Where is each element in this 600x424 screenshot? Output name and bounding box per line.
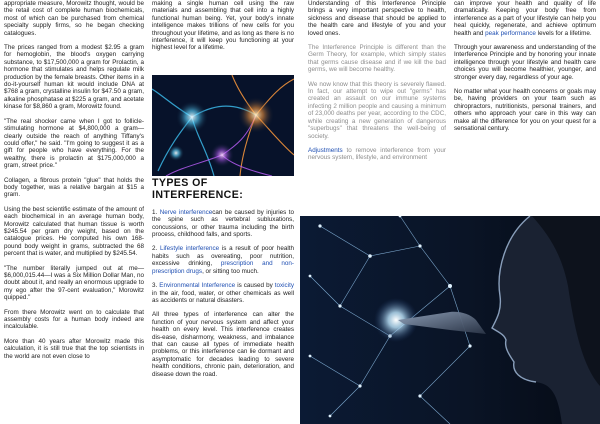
paragraph: making a single human cell using the raw materials and assembling that cell into a highly functional human being. Yet, your body's innate intelligence makes trillions of new cells for you throughout your lifetime, and as long as there is no interference, it will keep you functioning at your highest level for a lifetime. (152, 0, 294, 52)
paragraph: appropriate measure, Morowitz thought, would be the retail cost of complete human biochemicals, most of which can be purchased from chemical specialty supply firms, so he began checking catalogues. (4, 0, 144, 37)
paragraph: From there Morowitz went on to calculate that assembly costs for a human body indeed are incalculable. (4, 308, 144, 331)
list-number: 3. (152, 282, 158, 290)
peak-performance-link[interactable]: peak performance (485, 29, 536, 37)
article-column-2 (152, 0, 294, 385)
list-number: 1. (152, 208, 158, 216)
neurons-illustration (152, 75, 294, 176)
paragraph: "The number literally jumped out at me—$6,000,015.44—I was a Six Million Dollar Man, no doubt about it, and really an enormous upgrade to my ego after the 97-cent evaluation," Morowitz quipped." (4, 264, 144, 302)
nerve-interference-link[interactable]: Nerve interference (159, 208, 213, 216)
paragraph: We now know that this theory is severely flawed. In fact, our attempt to wipe out "germs" has created an assault on our immune systems infecting 2 million people and causing a minimum of 23,000 deaths per year, according to the CDC, while creating a new generation of dangerous "superbugs" that threatens the well-being of society. (308, 80, 446, 140)
paragraph: Through your awareness and understanding of the Interference Principle and by honoring your innate intelligence through your lifestyle and health care choices you will become healthier, younger, and stronger every day, regardless of your age. (454, 44, 596, 81)
adjustments-link[interactable]: Adjustments (308, 146, 343, 154)
paragraph (308, 147, 446, 162)
section-heading: TYPES OF INTERFERENCE: (152, 176, 244, 201)
paragraph: Using the best scientific estimate of the amount of each biochemical in an average human body, Morowitz calculated that human tissue is worth $245.54 per gram dry weight, based on the catalogue prices. He computed his own 168-pound body weight in grams, subtracted the 68 percent that is water, and multiplied by $245.54. (4, 205, 144, 258)
network-illustration (300, 216, 600, 424)
toxicity-link[interactable]: toxicity (274, 282, 294, 290)
list-item (152, 245, 294, 275)
paragraph: The Interference Principle is different than the Germ Theory, for example, which simply states that germs cause disease and if we kill the bad germs, we will become healthy. (308, 44, 446, 74)
paragraph-text: to remove interference from your nervous system, lifestyle, and environment (308, 146, 446, 162)
paragraph: All three types of interference can alter the function of your nervous system and affect your health on every level. This interference creates dis-ease, disharmony, weakness, and imbalance that can cause all types of immediate health problems, or this interference can lie dormant and asymptomatic for decades leading to severe health conditions, chronic pain, deterioration, and disease down the road. (152, 311, 294, 378)
paragraph: More than 40 years after Morowitz made this calculation, it is still true that the top scientists in the world are not even close to (4, 337, 144, 360)
list-item (152, 209, 294, 239)
list-number: 2. (152, 245, 158, 253)
article-column-4 (454, 0, 596, 140)
neurons-image (152, 75, 294, 176)
list-item-text: can be caused by injuries to the spine such as vertebral subluxations, concussions, or other trauma including the birth process, childhood falls, and sports. (152, 208, 294, 239)
woman-touching-network-image (300, 216, 600, 424)
prescription-drugs-link[interactable]: prescription and non-prescription drugs (152, 260, 294, 275)
paragraph-text: can improve your health and quality of life dramatically. Keeping your body free from interference as a part of your lifestyle can help you heal quickly, regenerate, and achieve optimum health and (454, 0, 596, 37)
paragraph: Understanding of this Interference Principle brings a very important perspective to health, sickness and disease that should be applied to the health care and lifestyle of you and your loved ones. (308, 0, 446, 37)
paragraph: The prices ranged from a modest $2.95 a gram for hemoglobin, the blood's oxygen carrying substance, to $17,500,000 a gram for Prolactin, a hormone that stimulates and helps regulate milk production by the female breasts. Other items in a do-it-yourself human kit would include DNA at $768 a gram, crystalline insulin for $47.50 a gram, alkaline phosphatase at $225 a gram, and acetate kinase for $8,860 a gram, Morowitz found. (4, 44, 144, 111)
article-column-1 (4, 0, 144, 367)
paragraph: Collagen, a fibrous protein "glue" that holds the body together, was a relative bargain at $15 a gram. (4, 176, 144, 199)
list-item-text: , or sitting too much. (202, 267, 259, 275)
list-item-text: is caused by (235, 282, 275, 290)
list-item-text: in the air, food, water, or other chemicals as well as accidents or natural disasters. (152, 289, 294, 304)
list-item-text: is a result of poor health habits such as overeating, poor nutrition, excessive drinking, (152, 245, 294, 268)
paragraph-text: levels for a lifetime. (535, 29, 592, 37)
lifestyle-interference-link[interactable]: Lifestyle interference (160, 245, 220, 253)
paragraph: "The real shocker came when I got to follicle-stimulating hormone at $4,800,000 a gram—clearly outside the reach of anything Tiffany's could offer," he said. "I'm going to suggest it as a gift for people who have everything. For the wealthy, there is prolactin at $175,000,000 a gram, street price." (4, 117, 144, 170)
paragraph (454, 0, 596, 37)
environmental-interference-link[interactable]: Environmental Interference (159, 282, 236, 290)
paragraph: No matter what your health concerns or goals may be, having providers on your team such as chiropractors, nutritionists, personal trainers, and others who approach your care in this way can make all the difference for you on your quest for a sensational century. (454, 88, 596, 133)
list-item (152, 282, 294, 304)
article-column-3 (308, 0, 446, 169)
